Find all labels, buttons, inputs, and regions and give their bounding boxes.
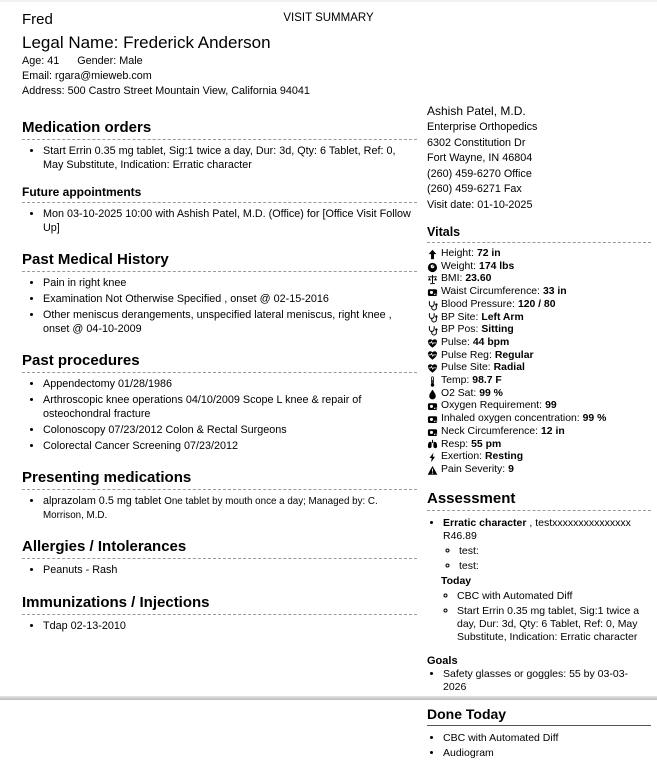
done-today-list <box>427 732 651 760</box>
provider-name: Ashish Patel, M.D. <box>427 104 526 118</box>
vital-row-pulse-reg <box>427 350 651 363</box>
vital-row-bmi <box>427 273 651 286</box>
provider-practice: Enterprise Orthopedics <box>427 121 538 133</box>
tape-measure-icon <box>427 427 438 438</box>
vital-value: 99 % <box>479 387 503 399</box>
immunizations-list <box>22 620 417 634</box>
vital-row-exertion <box>427 451 651 464</box>
list-item: • Colonoscopy 07/23/2012 Colon & Rectal Surgeons <box>43 424 417 438</box>
section-title-done-today: Done Today <box>427 706 651 726</box>
list-item: ◦ Start Errin 0.35 mg tablet, Sig:1 twice a day, Dur: 3d, Qty: 6 Tablet, Ref: 0, May Substitute, Indication: Erratic character <box>457 605 651 644</box>
email-line: Email: rgara@mieweb.com <box>22 70 152 82</box>
document-header <box>0 0 657 99</box>
vital-row-height <box>427 248 651 261</box>
section-title-allergies: Allergies / Intolerances <box>22 538 417 559</box>
list-item: • CBC with Automated Diff <box>443 732 651 745</box>
diagnosis-code: , testxxxxxxxxxxxxxxx R46.89 <box>443 516 631 542</box>
vital-label: Neck Circumference: <box>441 425 539 437</box>
diagnosis-name: Erratic character <box>443 516 527 529</box>
vitals-list <box>427 248 651 477</box>
list-item: ◦ test: <box>459 545 651 558</box>
allergies-list <box>22 564 417 578</box>
future-appointments-list <box>22 208 417 235</box>
goals-list <box>427 668 651 694</box>
vital-label: Pulse Reg: <box>441 349 492 361</box>
section-title-goals: Goals <box>427 654 458 667</box>
address-line: Address: 500 Castro Street Mountain View, California 94041 <box>22 85 310 97</box>
list-item: • Peanuts - Rash <box>43 564 417 578</box>
list-item: • Mon 03-10-2025 10:00 with Ashish Patel, M.D. (Office) for [Office Visit Follow Up] <box>43 208 417 235</box>
vital-row-weight <box>427 261 651 274</box>
vital-label: O2 Sat: <box>441 387 477 399</box>
vital-label: Inhaled oxygen concentration: <box>441 413 580 425</box>
vital-value: Regular <box>494 349 534 361</box>
section-title-vitals: Vitals <box>427 225 651 243</box>
list-item: • Other meniscus derangements, unspecified lateral meniscus, right knee , onset @ 04-10-2009 <box>43 309 417 336</box>
vital-row-pain-severity <box>427 464 651 477</box>
vital-label: Pulse: <box>441 336 470 348</box>
list-item: ◦ CBC with Automated Diff <box>457 590 651 603</box>
list-item: • Pain in right knee <box>43 277 417 291</box>
provider-phone-office: (260) 459-6270 Office <box>427 167 532 180</box>
lungs-icon <box>427 439 438 450</box>
patient-legal-name: Legal Name: Frederick Anderson <box>22 33 271 52</box>
section-title-medication-orders: Medication orders <box>22 119 417 140</box>
vital-value: 33 in <box>542 286 567 298</box>
list-item <box>43 495 417 522</box>
today-label: Today <box>441 574 472 587</box>
vital-row-inhaled-oxygen <box>427 413 651 426</box>
stethoscope-icon <box>427 312 438 323</box>
list-item: ◦ test: <box>459 560 651 573</box>
patient-first-name: Fred <box>22 11 53 28</box>
vital-value: 23.60 <box>465 273 492 285</box>
assessment-sub-list <box>443 545 651 573</box>
warning-icon <box>427 465 438 476</box>
vital-value: Sitting <box>481 324 514 336</box>
vital-row-resp <box>427 439 651 452</box>
list-item: • Audiogram <box>443 747 651 760</box>
assessment-list <box>427 517 651 644</box>
past-medical-history-list <box>22 277 417 336</box>
vital-value: 55 pm <box>471 438 502 450</box>
assessment-item <box>443 517 651 644</box>
medication-name: alprazolam 0.5 mg tablet <box>43 495 162 507</box>
tape-measure-icon <box>427 401 438 412</box>
vital-label: BP Pos: <box>441 324 479 336</box>
section-title-past-medical-history: Past Medical History <box>22 251 417 272</box>
gender-label: Gender: Male <box>77 55 143 67</box>
vital-label: Pain Severity: <box>441 463 506 475</box>
weight-scale-icon <box>427 262 438 273</box>
heart-pulse-icon <box>427 350 438 361</box>
provider-address-street: 6302 Constitution Dr <box>427 136 526 149</box>
vital-label: Blood Pressure: <box>441 298 515 310</box>
vital-row-temp <box>427 375 651 388</box>
visit-date: Visit date: 01-10-2025 <box>427 198 533 211</box>
vital-value: 12 in <box>541 425 565 437</box>
vital-label: BMI: <box>441 273 463 285</box>
vital-value: Left Arm <box>481 311 524 323</box>
vital-label: Weight: <box>441 260 477 272</box>
section-title-future-appointments: Future appointments <box>22 185 417 203</box>
section-title-past-procedures: Past procedures <box>22 352 417 373</box>
heart-pulse-icon <box>427 363 438 374</box>
provider-address-city: Fort Wayne, IN 46804 <box>427 152 533 164</box>
droplet-icon <box>427 389 438 400</box>
section-title-presenting-medications: Presenting medications <box>22 469 417 490</box>
age-gender-line <box>22 54 657 69</box>
vital-label: Exertion: <box>441 451 483 463</box>
vital-value: 72 in <box>476 248 501 259</box>
vital-row-pulse-site <box>427 362 651 375</box>
lightning-icon <box>427 452 438 463</box>
stethoscope-icon <box>427 325 438 336</box>
left-column <box>22 103 417 636</box>
vital-row-oxygen-requirement <box>427 400 651 413</box>
section-title-immunizations: Immunizations / Injections <box>22 594 417 615</box>
presenting-medications-list <box>22 495 417 522</box>
viewport-bottom-edge <box>0 696 657 700</box>
vital-row-bp-site <box>427 312 651 325</box>
vital-label: Pulse Site: <box>441 362 491 374</box>
vital-label: Temp: <box>441 375 470 387</box>
heart-pulse-icon <box>427 338 438 349</box>
list-item: • Appendectomy 01/28/1986 <box>43 378 417 392</box>
vital-value: 174 lbs <box>479 260 515 272</box>
medication-detail: One tablet by mouth once a day; Managed by: C. Morrison, M.D. <box>43 496 378 521</box>
vital-label: Oxygen Requirement: <box>441 400 543 412</box>
vital-value: 99 % <box>582 413 607 425</box>
page-title: VISIT SUMMARY <box>283 12 374 24</box>
medication-orders-list <box>22 145 417 172</box>
list-item: • Start Errin 0.35 mg tablet, Sig:1 twice a day, Dur: 3d, Qty: 6 Tablet, Ref: 0, May Substitute, Indication: Erratic character <box>43 145 417 172</box>
tape-measure-icon <box>427 414 438 425</box>
vital-value: 120 / 80 <box>517 298 556 310</box>
list-item: • Arthroscopic knee operations 04/10/2009 Scope L knee & repair of osteochondral fracture <box>43 394 417 421</box>
vital-label: Height: <box>441 248 474 259</box>
list-item: • Safety glasses or goggles: 55 by 03-03-2026 <box>443 668 651 694</box>
age-label: Age: 41 <box>22 55 60 67</box>
tape-measure-icon <box>427 287 438 298</box>
stethoscope-icon <box>427 300 438 311</box>
thermometer-icon <box>427 376 438 387</box>
vital-value: 99 <box>545 400 557 412</box>
vital-value: 44 bpm <box>472 336 510 348</box>
list-item: • Tdap 02-13-2010 <box>43 620 417 634</box>
vital-row-o2-sat <box>427 388 651 401</box>
bmi-balance-icon <box>427 274 438 285</box>
height-arrow-icon <box>427 249 438 260</box>
vital-row-blood-pressure <box>427 299 651 312</box>
past-procedures-list <box>22 378 417 453</box>
vital-row-waist <box>427 286 651 299</box>
provider-phone-fax: (260) 459-6271 Fax <box>427 183 522 195</box>
vital-label: Resp: <box>441 438 469 450</box>
vital-label: Waist Circumference: <box>441 286 540 298</box>
provider-block <box>427 103 651 213</box>
vital-value: 9 <box>508 463 514 475</box>
today-list <box>443 590 651 644</box>
vital-value: 98.7 F <box>472 375 502 387</box>
vital-row-neck-circumference <box>427 426 651 439</box>
vital-row-pulse <box>427 337 651 350</box>
vital-row-bp-pos <box>427 324 651 337</box>
section-title-assessment: Assessment <box>427 490 651 511</box>
right-column <box>427 103 651 762</box>
two-column-body <box>0 103 657 762</box>
list-item: • Examination Not Otherwise Specified , onset @ 02-15-2016 <box>43 293 417 307</box>
list-item: • Colorectal Cancer Screening 07/23/2012 <box>43 440 417 454</box>
vital-value: Radial <box>493 362 525 374</box>
vital-label: BP Site: <box>441 311 479 323</box>
vital-value: Resting <box>485 451 524 463</box>
